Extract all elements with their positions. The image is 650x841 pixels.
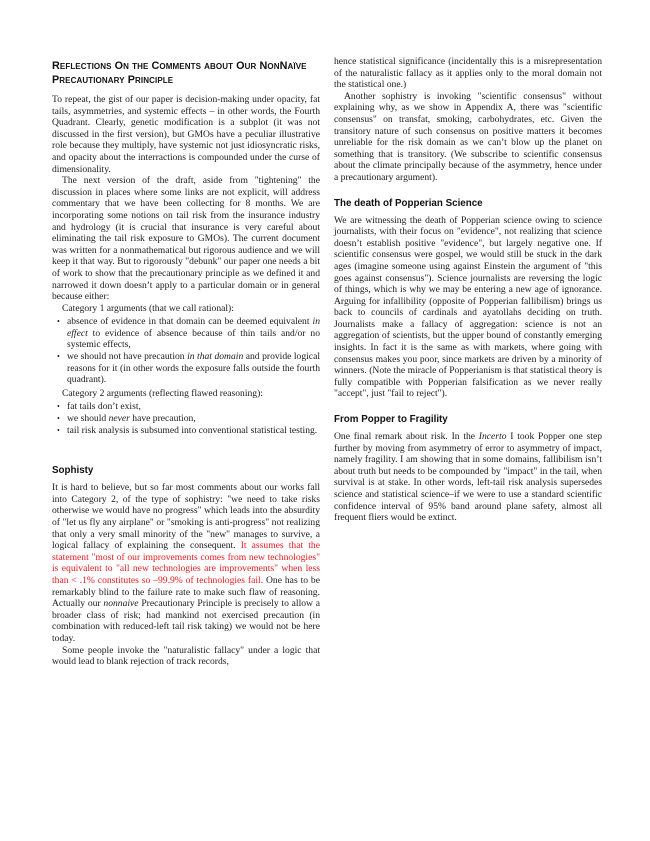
right-column <box>334 56 602 524</box>
section-title: Reflections On the Comments about Our NonNaïve Precautionary Principle <box>52 60 307 86</box>
popper-heading: The death of Popperian Science <box>334 197 483 209</box>
list-item: • absence of evidence in that domain can be deemed equivalent in effect to evidence of absence because of thin tails and/or no systemic effects, <box>67 316 320 351</box>
list-item: • we should not have precaution in that domain and provide logical reasons for it (in other words the exposure falls outside the fourth quadrant). <box>67 351 320 386</box>
naturalistic-fallacy-paragraph: Some people invoke the "naturalistic fallacy" under a logic that would lead to blank rejection of track records, <box>52 644 320 668</box>
intro-paragraph: To repeat, the gist of our paper is decision-making under opacity, fat tails, asymmetries, and systemic effects – in other words, the Fourth Quadrant. Clearly, genetic modification is a subplot (it was not discussed in the first version), but GMOs have a peculiar illustrative role because they multiply, have systemic not just idiosyncratic risks, and opacity about the interractions is compounded under the curse of dimensionality. <box>52 94 320 175</box>
popper-paragraph: We are witnessing the death of Popperian science owing to science journalists, with their focus on "evidence", not realizing that science doesn’t establish positive "evidence", but largely negative one. If scientific consensus were gospel, we would still be stuck in the dark ages (imagine someone using against Einstein the argument of "this goes against consensus"). Science journalists are reversing the logic of things, which is why we may be entering a new age of ignorance. Arguing for infallibility (opposite of Popperian fallibilism) brings us back to councils of cardinals and ayatollahs deciding on truth. Journalists make a fallacy of aggregation: science is not an aggregation of scientists, but the upper bound of constantly emerging insights. In fact it is the same as with markets, where going with consensus makes you poor, since markets are driven by a minority of winners. (Note the miracle of Popperianism is that statistical theory is fully compatible with Popperian falsification as we never really "accept", just "fail to reject"). <box>334 214 602 400</box>
draft-paragraph: The next version of the draft, aside from "tightening" the discussion in places where some links are not explicit, will address commentary that we have been collecting for 8 months. We are incorporating some notions on tail risk from the insurance industry and hydrology (it is crucial that insurance is very careful about eliminating the tail risk exposure to GMOs). The current document was written for a nonmathematical but rigorous audience and we will keep it that way. But to rigorously "debunk" our paper one needs a bit of work to show that the precautionary principle as we defined it and narrowed it down doesn’t apply to a particular domain or in general because either: <box>52 175 320 303</box>
list-item: • we should never have precaution, <box>67 413 320 425</box>
spacer <box>334 400 602 414</box>
category-1-list <box>52 316 320 386</box>
spacer <box>52 438 320 465</box>
highlighted-red-text: It assumes that the statement "most of our improvements comes from new technologies" is equivalent to "all new technologies are improvements" when less than < .1% constitutes so –99.9% of technologies fail. <box>52 540 320 586</box>
continuation-paragraph: hence statistical significance (incidentally this is a misrepresentation of the naturalistic fallacy as it applies only to the moral domain not the statistical one.) <box>334 56 602 91</box>
list-item: • fat tails don’t exist, <box>67 401 320 413</box>
left-column <box>52 56 320 668</box>
fragility-heading: From Popper to Fragility <box>334 414 448 426</box>
category-2-list <box>52 401 320 436</box>
list-item: • tail risk analysis is subsumed into conventional statistical testing. <box>67 425 320 437</box>
category-1-label: Category 1 arguments (that we call rational): <box>62 302 234 314</box>
consensus-paragraph: Another sophistry is invoking "scientific consensus" without explaining why, as we show in Appendix A, there was "scientific consensus" on transfat, smoking, carbohydrates, etc. Given the transitory nature of such consensus on positive matters it becomes unreliable for the risk domain as we can’t blow up the planet on something that is transitory. (We subscribe to scientific consensus about the climate principally because of the asymmetry, hence under a precautionary argument). <box>334 90 602 183</box>
category-2-label: Category 2 arguments (reflecting flawed reasoning): <box>62 387 263 399</box>
spacer <box>334 184 602 198</box>
sophistry-heading: Sophisty <box>52 465 94 477</box>
sophistry-paragraph: It is hard to believe, but so far most comments about our works fall into Category 2, of the type of sophistry: "we need to take risks otherwise we would have no progress" which leads into the absurdity of "let us fly any airplane" or "smoking is anti-progress" not realizing that only a very small minority of the "new" manages to survive, a logical fallacy of explaining the consequent. It assumes that the statement "most of our improvements comes from new technologies" is equivalent to "all new technologies are improvements" when less than < .1% constitutes so –99.9% of technologies fail. One has to be remarkably blind to the failure rate to make such flaw of reasoning. Actually our nonnaive Precautionary Principle is precisely to allow a broader class of risk; had mankind not exercised precaution (in combination with reduced-left tail risk taking) we would not be here today. <box>52 482 320 644</box>
fragility-paragraph: One final remark about risk. In the Incerto I took Popper one step further by moving from asymmetry of error to asymmetry of impact, namely fragility. I am showing that in some domains, fallibilism isn’t about truth but needs to be compounded by "impact" in the tail, when survival is at stake. In other words, left-tail risk analysis supersedes science and statistical science–if we were to use a standard scientific confidence interval of 95% band around plane safety, almost all frequent fliers would be extinct. <box>334 431 602 524</box>
